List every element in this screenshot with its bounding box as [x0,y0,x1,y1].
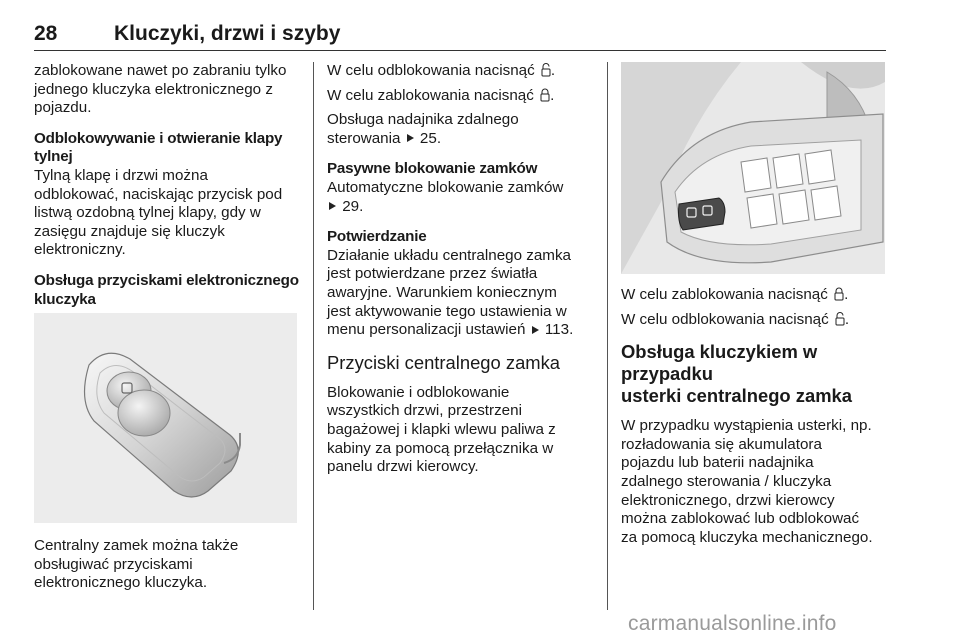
unlock-icon [541,63,551,77]
section-heading: Potwierdzanie [327,228,427,246]
page-number: 28 [34,22,58,45]
body-paragraph: Działanie układu centralnego zamka jest potwierdzane przez światła awaryjne. Warunkiem koniecznym jest aktywowanie tego ustawienia w menu personalizacji ustawień 113. [327,246,574,339]
body-paragraph: W przypadku wystąpienia usterki, np. rozładowania się akumulatora pojazdu lub baterii nadajnika zdalnego sterowania / kluczyka elektronicznego, drzwi kierowcy można zablokować lub odblokować za pomocą kluczyka mechanicznego. [621,417,873,546]
section-heading: Pasywne blokowanie zamków [327,160,538,178]
unlock-instruction: W celu odblokowania nacisnąć . [327,62,556,79]
lock-icon [834,287,844,301]
unlock-icon [835,312,845,326]
body-paragraph: Tylną klapę i drzwi można odblokować, naciskając przycisk pod listwą ozdobną tylnej klapy, gdy w zasięgu znajduje się kluczyk elektroniczny. [34,166,283,259]
figure-caption: Centralny zamek można także obsługiwać przyciskami elektronicznego kluczyka. [34,537,239,592]
body-paragraph: Blokowanie i odblokowanie wszystkich drzwi, przestrzeni bagażowej i klapki wlewu paliwa z kabiny za pomocą przełącznika w panelu drzwi kierowcy. [327,383,556,476]
lock-instruction: W celu zablokowania nacisnąć . [327,86,555,104]
body-paragraph: Automatyczne blokowanie zamków 29. [327,178,564,215]
column-2 [327,62,599,489]
door-panel-icon [621,62,885,274]
section-title: Przyciski centralnego zamka [327,351,561,373]
section-title: Obsługa kluczykiem w przypadku usterki centralnego zamka [621,341,852,407]
electronic-key-icon [34,313,297,523]
lock-instruction: W celu zablokowania nacisnąć . [621,286,849,303]
watermark: carmanualsonline.info [628,612,837,635]
remote-reference: Obsługa nadajnika zdalnego sterowania 25. [327,111,519,147]
intro-paragraph: zablokowane nawet po zabraniu tylko jednego kluczyka elektronicznego z pojazdu. [34,62,287,117]
door-switch-illustration [621,62,885,274]
reference-arrow-icon [407,134,414,142]
page-header [34,22,886,48]
lock-icon [540,88,550,102]
header-rule [34,50,886,51]
electronic-key-illustration [34,313,297,523]
column-1 [34,62,300,605]
section-heading: Obsługa przyciskami elektronicznego kluczyka [34,271,299,308]
reference-arrow-icon [532,326,539,334]
column-divider [313,62,314,610]
column-3 [621,62,889,559]
section-heading: Odblokowywanie i otwieranie klapy tylnej [34,129,283,166]
column-divider [607,62,608,610]
unlock-instruction: W celu odblokowania nacisnąć . [621,310,850,328]
reference-arrow-icon [329,202,336,210]
chapter-title: Kluczyki, drzwi i szyby [114,22,341,45]
